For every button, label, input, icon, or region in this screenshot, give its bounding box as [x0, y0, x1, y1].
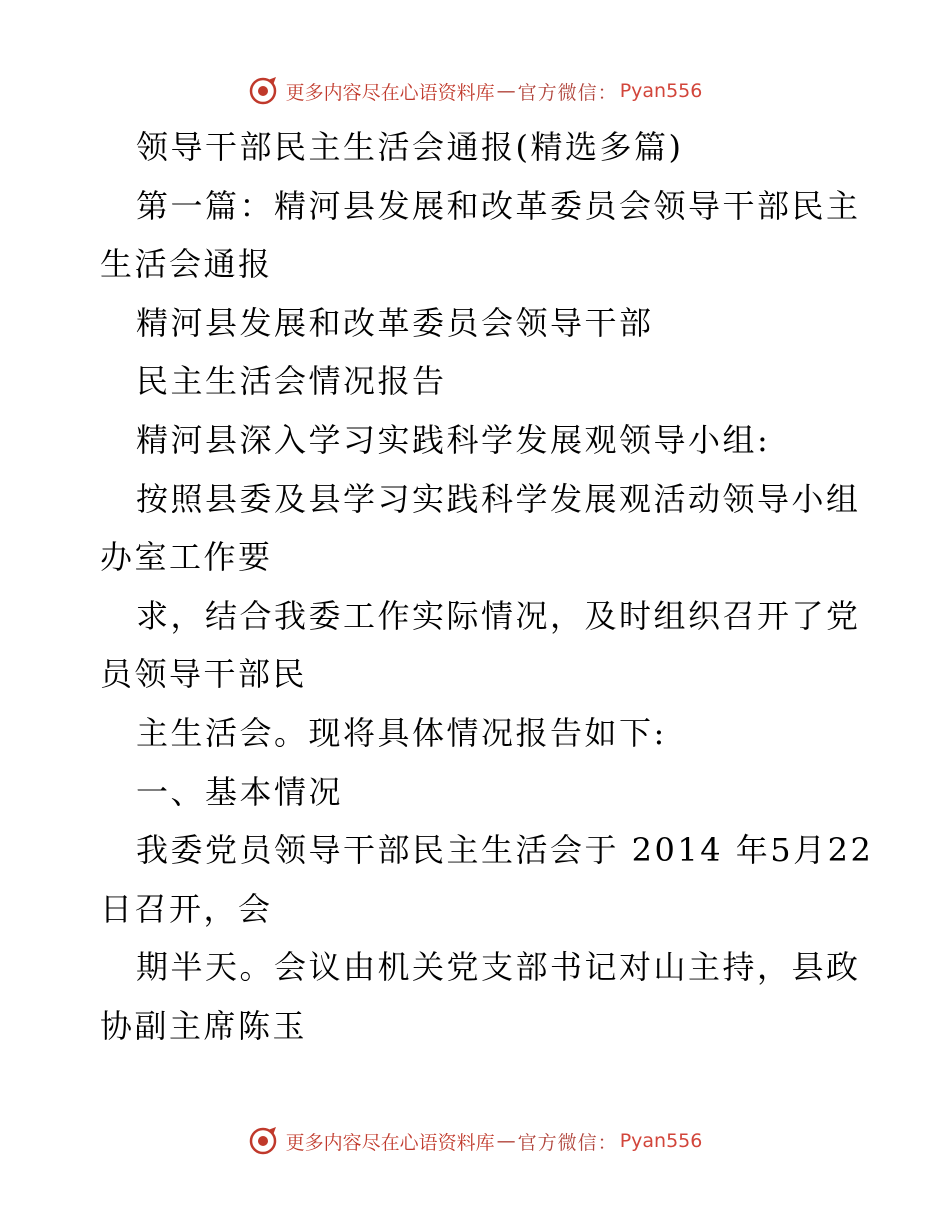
paragraph-line: 按照县委及县学习实践科学发展观活动领导小组: [136, 479, 861, 518]
watermark-brand: 更多内容尽在心语资料库: [285, 1131, 495, 1154]
paragraph-line: 求，结合我委工作实际情况，及时组织召开了党: [136, 596, 861, 635]
watermark-brand: 更多内容尽在心语资料库: [285, 81, 495, 104]
watermark-wechat-id: Pyan556: [619, 80, 703, 102]
section-heading: 一、基本情况: [136, 772, 344, 811]
pen-logo-icon: [248, 1126, 278, 1156]
watermark-wechat-id: Pyan556: [619, 1130, 703, 1152]
paragraph-line: 日召开，会: [100, 889, 273, 928]
pen-logo-icon: [248, 76, 278, 106]
paragraph-line: 协副主席陈玉: [100, 1006, 308, 1045]
document-title: 领导干部民主生活会通报(精选多篇): [136, 128, 684, 166]
paragraph-line: 员领导干部民: [100, 655, 308, 694]
watermark-dash: —: [496, 1130, 516, 1152]
paragraph-line: 我委党员领导干部民主生活会于 2014 年5月22: [136, 831, 874, 870]
paragraph-line: 精河县深入学习实践科学发展观领导小组:: [136, 420, 771, 459]
footer-watermark: [0, 1121, 950, 1161]
paragraph-line: 第一篇：精河县发展和改革委员会领导干部民主: [136, 186, 861, 225]
paragraph-line: 期半天。会议由机关党支部书记对山主持，县政: [136, 948, 861, 987]
header-watermark: [0, 71, 950, 111]
paragraph-line: 精河县发展和改革委员会领导干部: [136, 303, 654, 342]
watermark-wechat-label: 官方微信：: [517, 1131, 618, 1154]
paragraph-line: 民主生活会情况报告: [136, 362, 447, 401]
paragraph-line: 主生活会。现将具体情况报告如下:: [136, 713, 667, 752]
document-body: [100, 118, 874, 1056]
paragraph-line: 办室工作要: [100, 538, 273, 577]
watermark-dash: —: [496, 80, 516, 102]
watermark-wechat-label: 官方微信：: [517, 81, 618, 104]
paragraph-line: 生活会通报: [100, 245, 273, 284]
